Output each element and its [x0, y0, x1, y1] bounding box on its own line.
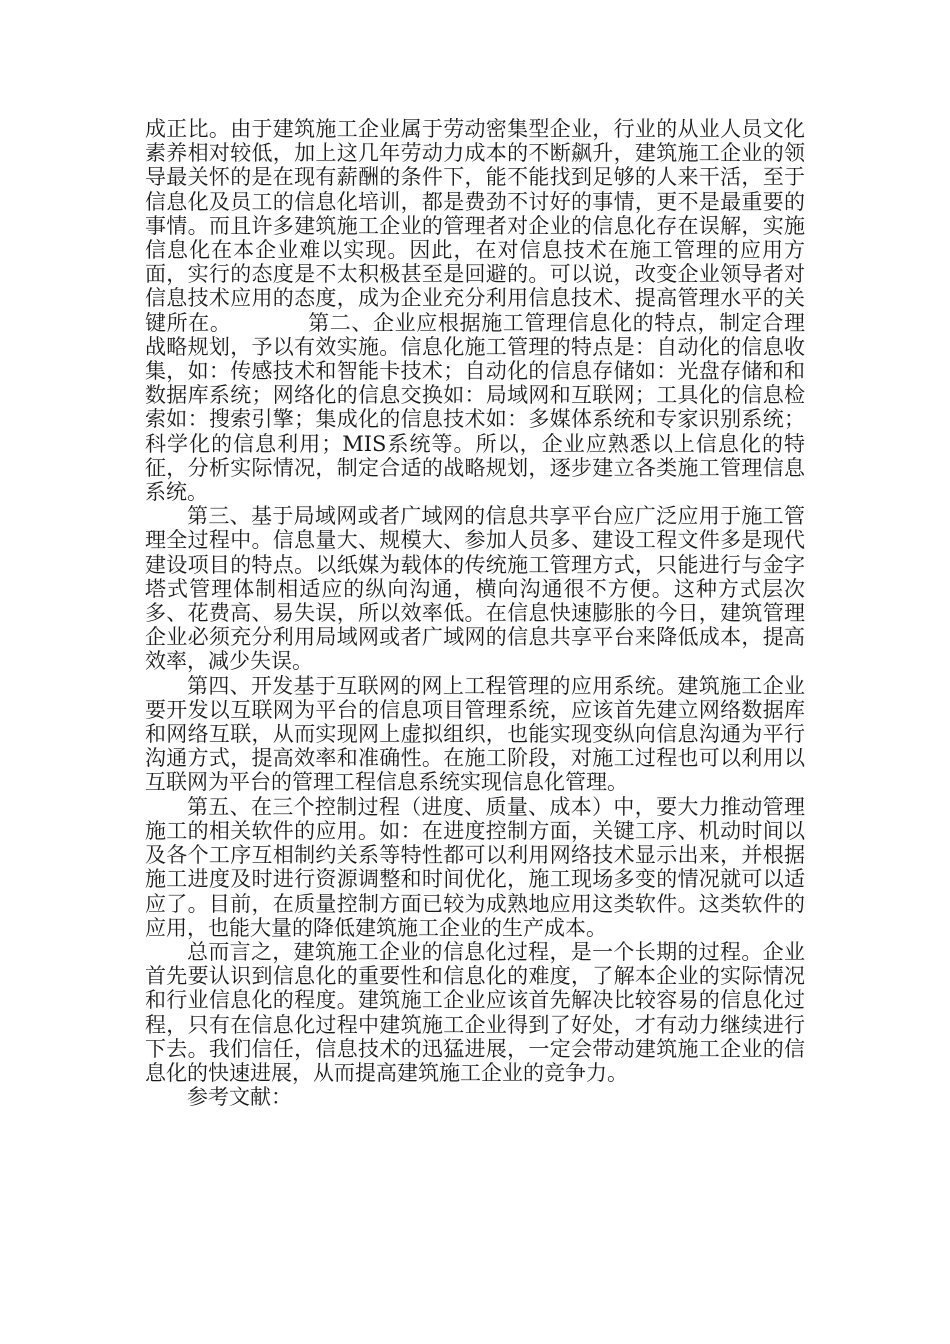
paragraph-fourth-point: 第四、开发基于互联网的网上工程管理的应用系统。建筑施工企业要开发以互联网为平台的信息项目管理系统，应该首先建立网络数据库和网络互联，从而实现网上虚拟组织，也能实现变纵向信息沟通为平行沟通方式，提高效率和准确性。在施工阶段，对施工过程也可以利用以互联网为平台的管理工程信息系统实现信息化管理。: [145, 673, 805, 795]
paragraph-fifth-point: 第五、在三个控制过程（进度、质量、成本）中，要大力推动管理施工的相关软件的应用。如：在进度控制方面，关键工序、机动时间以及各个工序互相制约关系等特性都可以利用网络技术显示出来，并根据施工进度及时进行资源调整和时间优化，施工现场多变的情况就可以适应了。目前，在质量控制方面已较为成熟地应用这类软件。这类软件的应用，也能大量的降低建筑施工企业的生产成本。: [145, 794, 805, 940]
paragraph-continuation: [145, 117, 805, 504]
paragraph-third-point: 第三、基于局域网或者广域网的信息共享平台应广泛应用于施工管理全过程中。信息量大、规模大、参加人员多、建设工程文件多是现代建设项目的特点。以纸媒为载体的传统施工管理方式，只能进行与金字塔式管理体制相适应的纵向沟通，横向沟通很不方便。这种方式层次多、花费高、易失误，所以效率低。在信息快速膨胀的今日，建筑管理企业必须充分利用局域网或者广域网的信息共享平台来降低成本，提高效率，减少失误。: [145, 504, 805, 674]
document-body: [145, 117, 805, 1109]
paragraph-text: 成正比。由于建筑施工企业属于劳动密集型企业，行业的从业人员文化素养相对较低，加上这几年劳动力成本的不断飙升，建筑施工企业的领导最关怀的是在现有薪酬的条件下，能不能找到足够的人来干活，至于信息化及员工的信息化培训，都是费劲不讨好的事情，更不是最重要的事情。而且许多建筑施工企业的管理者对企业的信息化存在误解，实施信息化在本企业难以实现。因此，在对信息技术在施工管理的应用方面，实行的态度是不太积极甚至是回避的。可以说，改变企业领导者对信息技术应用的态度，成为企业充分利用信息技术、提高管理水平的关键所在。: [145, 117, 805, 335]
paragraph-conclusion: 总而言之，建筑施工企业的信息化过程，是一个长期的过程。企业首先要认识到信息化的重要性和信息化的难度，了解本企业的实际情况和行业信息化的程度。建筑施工企业应该首先解决比较容易的信息化过程，只有在信息化过程中建筑施工企业得到了好处，才有动力继续进行下去。我们信任，信息技术的迅猛进展，一定会带动建筑施工企业的信息化的快速进展，从而提高建筑施工企业的竞争力。: [145, 939, 805, 1085]
references-heading: 参考文献：: [187, 1085, 292, 1110]
paragraph-second-point: 第二、企业应根据施工管理信息化的特点，制定合理战略规划，予以有效实施。信息化施工管理的特点是：自动化的信息收集，如：传感技术和智能卡技术；自动化的信息存储如：光盘存储和和数据库系统；网络化的信息交换如：局域网和互联网；工具化的信息检索如：搜索引擎；集成化的信息技术如：多媒体系统和专家识别系统；科学化的信息利用；MIS系统等。所以，企业应熟悉以上信息化的特征，分析实际情况，制定合适的战略规划，逐步建立各类施工管理信息系统。: [145, 310, 806, 505]
